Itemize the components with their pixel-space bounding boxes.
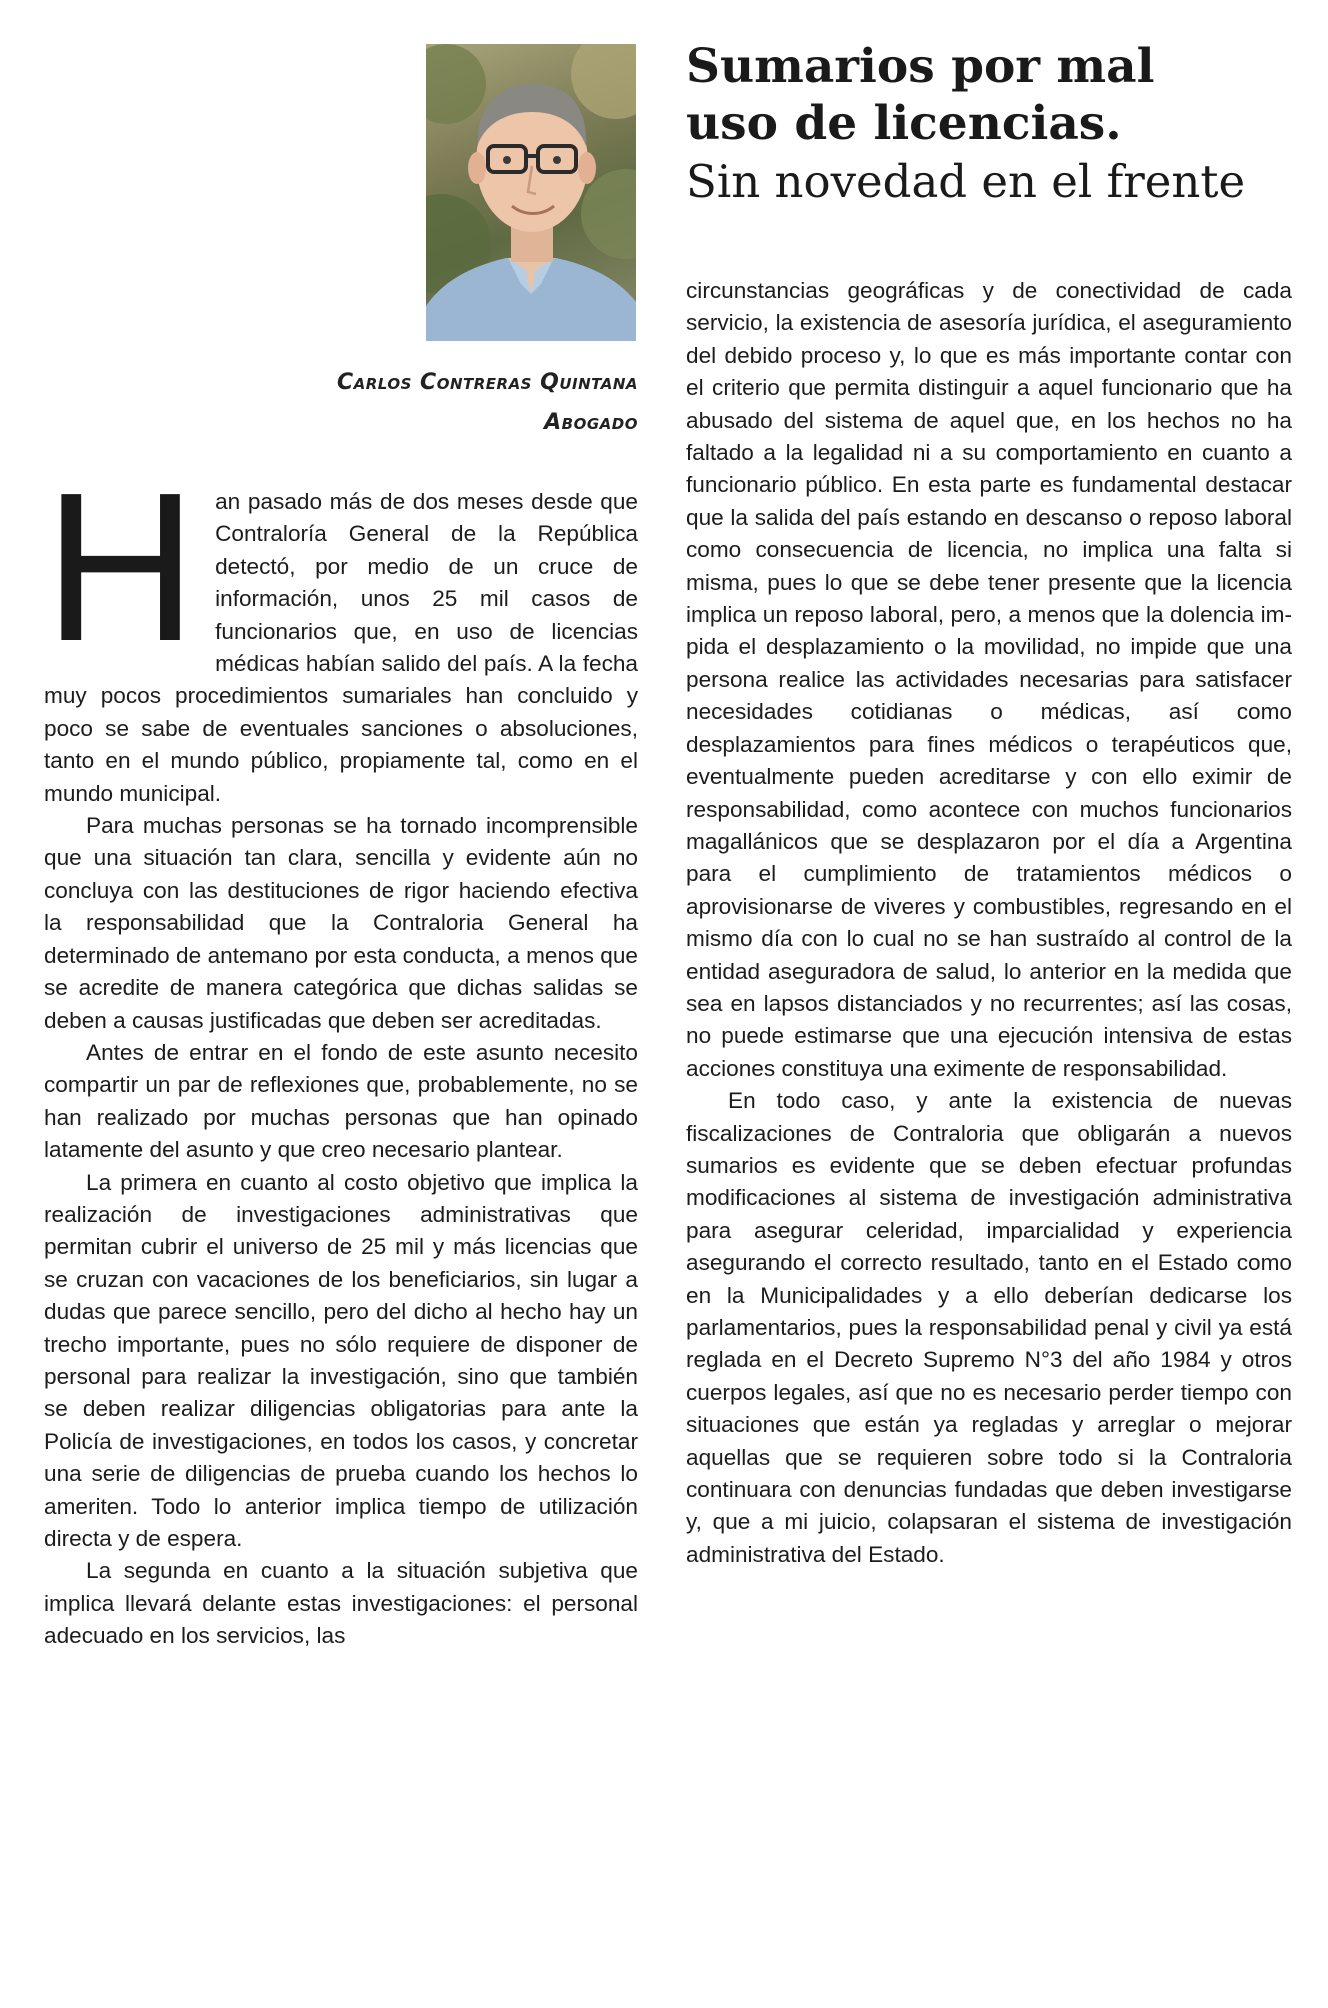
- paragraph-4: La primera en cuanto al costo objetivo que implica la realización de investigaciones administrativas que permitan cubrir el universo de 25 mil y más licencias que se cruzan con vacaciones de los beneficiarios, sin lugar a dudas que parece sencillo, pero del dicho al hecho hay un trecho importante, pues no sólo requiere de disponer de personal para realizar la investigación, sino que también se deben realizar diligencias obligatorias para ante la Policía de investigaciones, en todos los casos, y concretar una serie de diligencias de prueba cuando los hechos lo ameriten. Todo lo anterior implica tiempo de utilización directa y de espera.: [44, 1169, 638, 1551]
- subtitle: Sin novedad en el frente: [686, 155, 1246, 208]
- paragraph-1-text: an pasado más de dos meses desde que Contraloría General de la República detectó, por medio de un cruce de información, unos 25 mil casos de funcionarios que, en uso de licencias médicas habían salido del país. A la fecha muy pocos procedimientos sumariales han concluido y poco se sabe de eventuales sanciones o absoluciones, tanto en el mundo público, propiamente tal, como en el mundo municipal.: [44, 489, 638, 806]
- title-line-1: Sumarios por mal: [686, 39, 1155, 94]
- paragraph-2: Para muchas personas se ha tornado incomprensible que una situación tan clara, sencilla y evidente aún no concluya con las destituciones de rigor haciendo efectiva la responsabilidad que la Contraloria General ha determinado de antemano por esta conducta, a menos que se acredite de manera categórica que dichas salidas se deben a causas justificadas que deben ser acreditadas.: [44, 813, 638, 1033]
- paragraph-1: [44, 448, 638, 810]
- left-column: [44, 448, 638, 1653]
- author-role: Abogado: [544, 410, 638, 435]
- title-line-2: uso de licencias.: [686, 96, 1122, 151]
- paragraph-6: circunstancias geográficas y de conectividad de cada servicio, la existencia de asesoría jurídica, el aseguramiento del debido proceso y, lo que es más importante contar con el criterio que permita distinguir a aquel funcionario que ha abusado del sistema de aquel que, en los hechos no ha faltado a la legalidad ni a su comportamiento en cuanto a funcionario público. En esta parte es fundamental destacar que la salida del país estando en descanso o reposo laboral como consecuencia de licencia, no implica una falta si misma, pues lo que se debe tener presente que la licencia implica un reposo laboral, pero, a menos que la dolencia impida el desplazamiento o la movilidad, no impide que una persona realice las actividades necesarias para satisfacer necesidades cotidianas o médicas, así como desplazamientos para fines médicos o terapéuticos que, eventualmente pueden acreditarse y con ello eximir de responsabilidad, como acontece con muchos funcionarios magallánicos que se desplazaron por el día a Argentina para el cumplimiento de tratamientos médicos o aprovisionarse de viveres y combustibles, regresando en el mismo día con lo cual no se han sustraído al control de la entidad aseguradora de salud, lo anterior en la medida que sea en lapsos distanciados y no recurrentes; así las cosas, no puede estimarse que una ejecución intensiva de estas acciones constituya una eximente de responsabilidad.: [686, 278, 1292, 1081]
- paragraph-7: En todo caso, y ante la existencia de nuevas fiscalizaciones de Contraloria que obligarán a nuevos sumarios es evidente que se deben efectuar profundas modificaciones al sistema de investigación administrativa para asegurar celeridad, imparcialidad y experiencia asegurando el correcto resultado, tanto en el Estado como en la Municipalidades y a ello deberían dedicarse los parlamentarios, pues la responsabilidad penal y civil ya está reglada en el Decreto Supremo N°3 del año 1984 y otros cuerpos legales, así que no es necesario perder tiempo con situaciones que están ya regladas y arreglar o mejorar aquellas que se requieren sobre todo si la Contraloria continuara con denuncias fundadas que deben investigarse y, que a mi juicio, colapsaran el sistema de investigación administrativa del Estado.: [686, 1088, 1292, 1567]
- paragraph-3: Antes de entrar en el fondo de este asunto necesito compartir un par de reflexiones que, probablemente, no se han realizado por muchas personas que han opinado latamente del asunto y que creo necesario plantear.: [44, 1039, 638, 1163]
- drop-cap: H: [44, 448, 198, 685]
- headline: [686, 38, 1306, 210]
- paragraph-5: La segunda en cuanto a la situación subjetiva que implica llevará delante estas investigaciones: el personal adecuado en los servicios, las: [44, 1558, 638, 1649]
- author-photo: [426, 44, 636, 341]
- author-name: Carlos Contreras Quintana: [337, 370, 638, 395]
- right-column: [686, 275, 1292, 1571]
